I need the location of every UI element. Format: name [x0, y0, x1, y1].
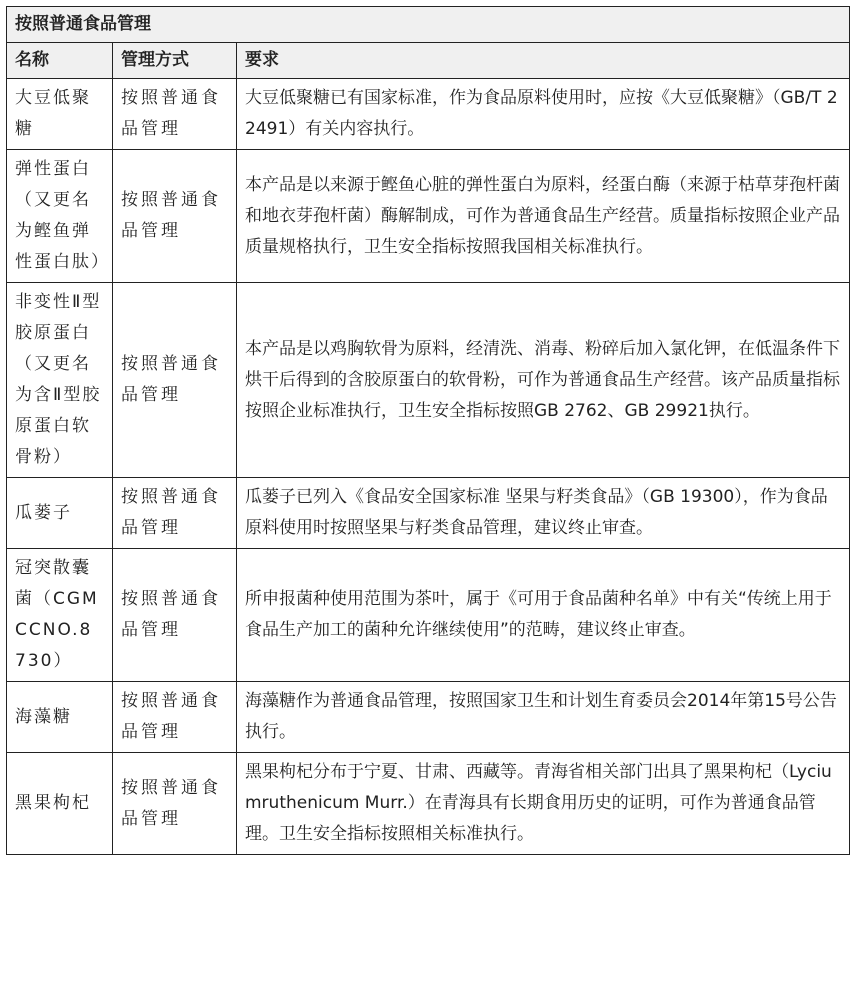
row-management-mode-cell: 按照普通食品管理 [113, 478, 237, 549]
table-body [7, 7, 850, 855]
table-title: 按照普通食品管理 [7, 7, 850, 43]
row-requirement-cell: 黑果枸杞分布于宁夏、甘肃、西藏等。青海省相关部门出具了黑果枸杞（Lyciumruthenicum Murr.）在青海具有长期食用历史的证明，可作为普通食品管理。卫生安全指标按照相关标准执行。 [237, 753, 850, 855]
table-row [7, 79, 850, 150]
row-name-cell: 非变性Ⅱ型胶原蛋白（又更名为含Ⅱ型胶原蛋白软骨粉） [7, 283, 113, 478]
row-management-mode-cell: 按照普通食品管理 [113, 549, 237, 682]
row-name-cell: 黑果枸杞 [7, 753, 113, 855]
row-requirement-cell: 瓜蒌子已列入《食品安全国家标准 坚果与籽类食品》（GB 19300），作为食品原料使用时按照坚果与籽类食品管理，建议终止审查。 [237, 478, 850, 549]
row-management-mode-cell: 按照普通食品管理 [113, 283, 237, 478]
row-management-mode-cell: 按照普通食品管理 [113, 682, 237, 753]
row-requirement-cell: 大豆低聚糖已有国家标准，作为食品原料使用时，应按《大豆低聚糖》（GB/T 22491）有关内容执行。 [237, 79, 850, 150]
table-row [7, 753, 850, 855]
table-row [7, 478, 850, 549]
table-row [7, 283, 850, 478]
row-management-mode-cell: 按照普通食品管理 [113, 150, 237, 283]
table-title-row [7, 7, 850, 43]
table-row [7, 549, 850, 682]
header-management-mode: 管理方式 [113, 43, 237, 79]
row-management-mode-cell: 按照普通食品管理 [113, 79, 237, 150]
row-name-cell: 瓜蒌子 [7, 478, 113, 549]
header-requirement: 要求 [237, 43, 850, 79]
row-requirement-cell: 所申报菌种使用范围为茶叶，属于《可用于食品菌种名单》中有关“传统上用于食品生产加工的菌种允许继续使用”的范畴，建议终止审查。 [237, 549, 850, 682]
row-name-cell: 大豆低聚糖 [7, 79, 113, 150]
row-requirement-cell: 本产品是以鸡胸软骨为原料，经清洗、消毒、粉碎后加入氯化钾，在低温条件下烘干后得到的含胶原蛋白的软骨粉，可作为普通食品生产经营。该产品质量指标按照企业标准执行，卫生安全指标按照GB 2762、GB 29921执行。 [237, 283, 850, 478]
table-row [7, 150, 850, 283]
row-name-cell: 海藻糖 [7, 682, 113, 753]
table-row [7, 682, 850, 753]
table-header-row [7, 43, 850, 79]
food-management-table [6, 6, 850, 855]
row-name-cell: 弹性蛋白（又更名为鲣鱼弹性蛋白肽） [7, 150, 113, 283]
row-name-cell: 冠突散囊菌（CGMCCNO.8730） [7, 549, 113, 682]
row-management-mode-cell: 按照普通食品管理 [113, 753, 237, 855]
header-name: 名称 [7, 43, 113, 79]
row-requirement-cell: 海藻糖作为普通食品管理，按照国家卫生和计划生育委员会2014年第15号公告执行。 [237, 682, 850, 753]
row-requirement-cell: 本产品是以来源于鲣鱼心脏的弹性蛋白为原料，经蛋白酶（来源于枯草芽孢杆菌和地衣芽孢杆菌）酶解制成，可作为普通食品生产经营。质量指标按照企业产品质量规格执行，卫生安全指标按照我国相关标准执行。 [237, 150, 850, 283]
